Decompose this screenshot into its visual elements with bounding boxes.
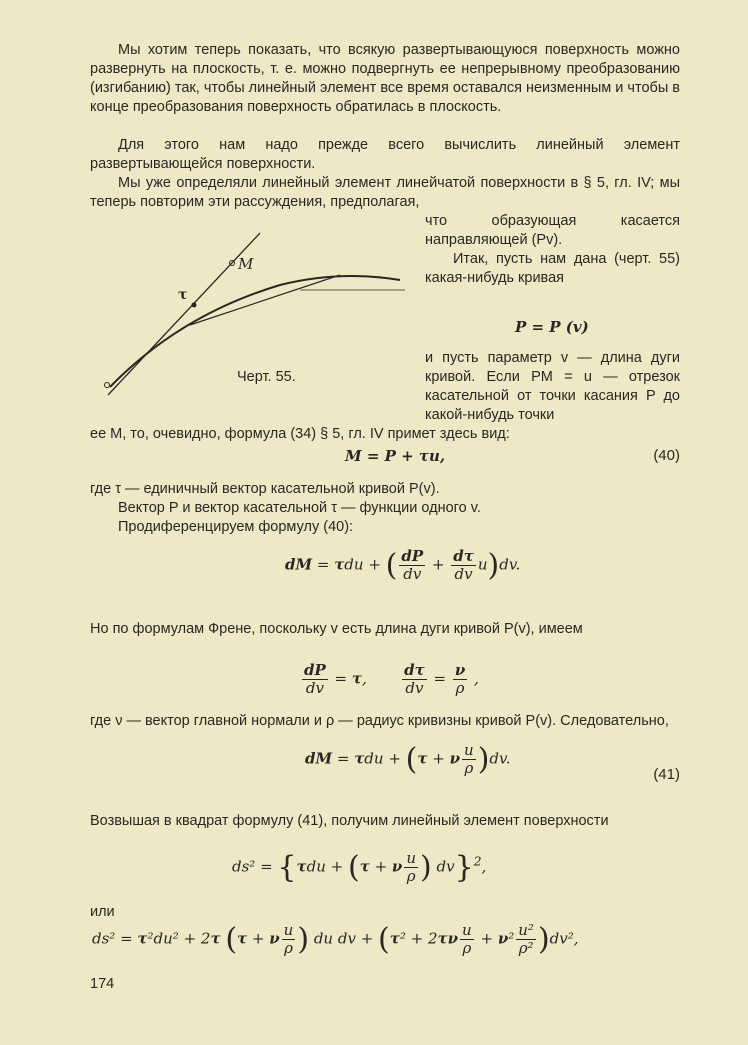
second-tangent [190, 275, 340, 325]
equation-ds2-expanded: ds² = τ²du² + 2τ (τ + ν $\frac{u}{\rho}$ ) du dv + (τ² + 2τν $\frac{u}{\rho}$ + ν² $\frac{\text{u²}}{\text{ρ²}}$ )dv², [92, 921, 579, 957]
paragraph-10: Возвышая в квадрат формулу (41), получим линейный элемент поверхности [90, 813, 609, 829]
equation-41: dM = τdu + (τ + ν $\frac{u}{\rho}$ )dv. [305, 741, 511, 777]
paragraph-5: где τ — единичный вектор касательной кривой P(v). [90, 481, 440, 497]
paragraph-8: Но по формулам Френе, поскольку v есть длина дуги кривой P(v), имеем [90, 621, 583, 637]
paragraph-2: Для этого нам надо прежде всего вычислить линейный элемент развертывающейся поверхности. [90, 137, 680, 172]
equation-40: M = P + τu, [345, 447, 446, 465]
label-tau: τ [178, 287, 188, 303]
paragraph-6: Вектор P и вектор касательной τ — функции одного v. [118, 500, 481, 516]
paragraph-4: ее M, то, очевидно, формула (34) § 5, гл. IV примет здесь вид: [90, 426, 510, 442]
paragraph-1: Мы хотим теперь показать, что всякую развертывающуюся поверхность можно развернуть на плоскость, т. е. можно подвергнуть ее непрерывному преобразованию (изгибанию) так, чтобы линейный элемент все время оставался неизменным и чтобы в конце преобразования поверхность обратилась в плоскость. [90, 42, 680, 115]
paragraph-9: где ν — вектор главной нормали и ρ — радиус кривизны кривой P(v). Следовательно, [90, 713, 669, 729]
figure-caption: Черт. 55. [237, 369, 296, 385]
paragraph-7: Продиференцируем формулу (40): [118, 519, 354, 535]
side-text-3: и пусть параметр v — длина дуги кривой. Если PM = u — отрезок касательной от точки касания P до какой-нибудь точки [425, 350, 680, 423]
point-tau [192, 303, 197, 308]
equation-ds2: ds² = {τdu + (τ + ν $\frac{u}{\rho}$ ) dv}$^2$, [232, 849, 487, 885]
equation-dm: dM = τdu + ( $\frac{dP}{dv}$ + $\frac{d\tau}{dv}$ u)dv. [285, 547, 521, 583]
side-text-2: Итак, пусть нам дана (черт. 55) какая-нибудь кривая [425, 251, 680, 286]
equation-40-number: (40) [653, 447, 680, 464]
paragraph-11: или [90, 904, 115, 920]
paragraph-3: Мы уже определяли линейный элемент линейчатой поверхности в § 5, гл. IV; мы теперь повторим эти рассуждения, предполагая, [90, 175, 680, 210]
equation-frenet: $\frac{dP}{dv}$ = τ, $\frac{d\tau}{dv}$ = $\frac{\nu}{\rho}$ , [304, 661, 479, 697]
page-number: 174 [90, 976, 115, 992]
point-p [105, 383, 110, 388]
label-m: M [238, 255, 254, 273]
equation-p-of-v: P = P (v) [515, 318, 589, 336]
side-text-1: что образующая касается направляющей (Pv). [425, 213, 680, 248]
equation-41-number: (41) [653, 766, 680, 783]
